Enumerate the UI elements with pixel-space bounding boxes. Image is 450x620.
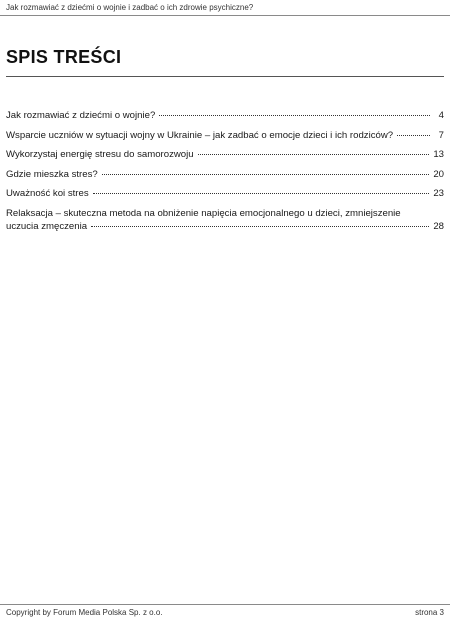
toc-entry-label: Wsparcie uczniów w sytuacji wojny w Ukrainie – jak zadbać o emocje dzieci i ich rodziców? <box>6 129 394 141</box>
copyright-text: Copyright by Forum Media Polska Sp. z o.o. <box>6 608 163 617</box>
table-of-contents <box>6 110 444 241</box>
dot-leader <box>91 226 429 227</box>
toc-entry-page: 13 <box>433 149 444 161</box>
toc-entry-page: 7 <box>438 129 444 141</box>
title-divider <box>6 76 444 77</box>
toc-entry-label-continued: uczucia zmęczenia <box>6 220 88 232</box>
dot-leader <box>159 115 430 116</box>
running-header: Jak rozmawiać z dziećmi o wojnie i zadbać o ich zdrowie psychiczne? <box>6 3 254 12</box>
toc-entry[interactable] <box>6 110 444 122</box>
toc-entry[interactable] <box>6 188 444 200</box>
toc-entry[interactable] <box>6 130 444 142</box>
page-title: SPIS TREŚCI <box>6 47 122 67</box>
footer-divider <box>0 604 450 605</box>
toc-entry[interactable] <box>6 208 444 233</box>
dot-leader <box>198 154 430 155</box>
toc-entry[interactable] <box>6 169 444 181</box>
toc-entry-label: Jak rozmawiać z dziećmi o wojnie? <box>6 110 156 121</box>
toc-entry-page: 4 <box>438 110 444 121</box>
toc-entry-label: Relaksacja – skuteczna metoda na obniżenie napięcia emocjonalnego u dzieci, zmniejszenie <box>6 207 401 219</box>
toc-entry-label: Wykorzystaj energię stresu do samorozwoju <box>6 149 194 161</box>
dot-leader <box>397 135 430 136</box>
toc-entry-page: 28 <box>433 220 444 232</box>
toc-entry[interactable] <box>6 149 444 161</box>
toc-entry-page: 23 <box>433 188 444 200</box>
dot-leader <box>102 174 430 175</box>
toc-entry-label: Gdzie mieszka stres? <box>6 168 98 180</box>
page-number: strona 3 <box>415 608 444 617</box>
toc-entry-label: Uważność koi stres <box>6 188 89 200</box>
toc-entry-page: 20 <box>433 168 444 180</box>
dot-leader <box>93 193 430 194</box>
header-divider <box>0 15 450 16</box>
